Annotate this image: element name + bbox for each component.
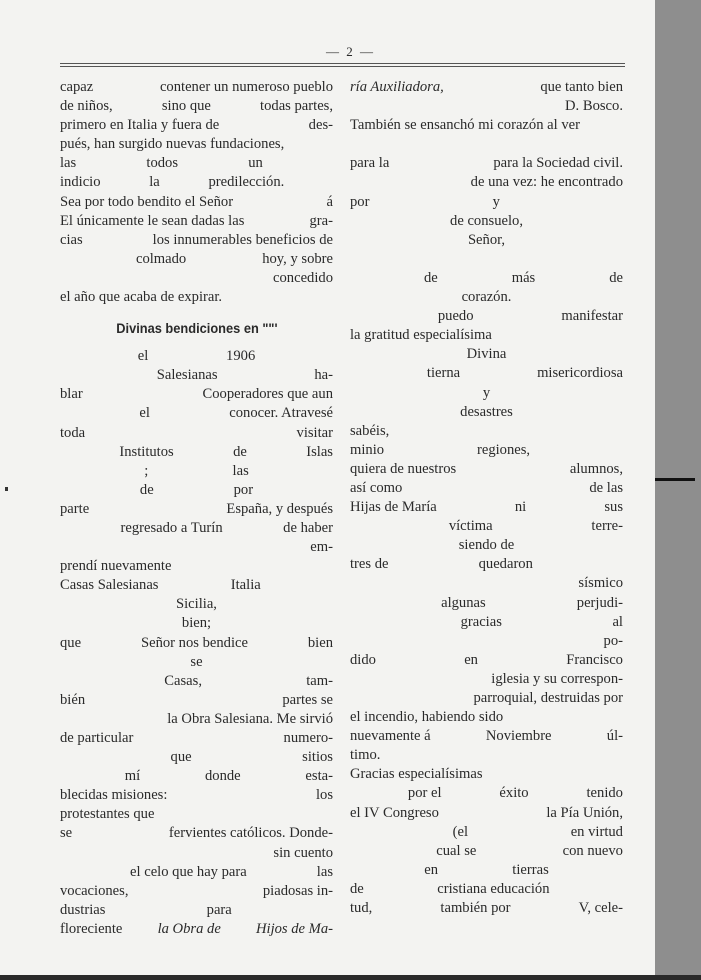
text-fragment: minio	[350, 441, 385, 458]
text-line	[350, 784, 623, 803]
text-fragment: mí	[124, 768, 141, 785]
text-fragment: tenido	[586, 785, 623, 802]
text-fragment: siendo de	[458, 537, 515, 554]
text-fragment: Institutos	[119, 443, 174, 460]
text-line	[350, 613, 623, 632]
text-fragment: al	[612, 613, 623, 630]
text-fragment: blecidas misiones:	[60, 787, 168, 804]
text-line	[60, 863, 333, 882]
text-fragment: de	[423, 269, 438, 286]
text-fragment: corazón.	[461, 289, 512, 306]
text-line	[350, 555, 623, 574]
text-line	[350, 708, 623, 727]
text-line	[60, 97, 333, 116]
text-fragment: todos	[146, 155, 179, 172]
text-line	[350, 670, 623, 689]
text-fragment: con nuevo	[562, 842, 623, 859]
text-fragment: gracias	[460, 613, 502, 630]
text-line	[60, 576, 333, 595]
text-fragment: que	[60, 634, 82, 651]
text-fragment: el celo que hay para	[130, 863, 247, 880]
text-line	[60, 366, 333, 385]
text-line	[60, 786, 333, 805]
text-fragment: sísmico	[578, 575, 623, 592]
text-fragment: para la	[350, 155, 390, 172]
text-line	[60, 920, 333, 939]
text-fragment: des-	[308, 117, 333, 134]
text-fragment: tud,	[350, 900, 373, 917]
text-line	[60, 443, 333, 462]
text-line	[60, 653, 333, 672]
text-fragment: tierras	[512, 861, 549, 878]
text-fragment: ;	[144, 462, 149, 479]
text-line	[350, 651, 623, 670]
text-line	[350, 765, 623, 784]
text-fragment: Señor,	[467, 231, 506, 248]
text-fragment: las	[232, 462, 249, 479]
text-fragment: las	[316, 863, 333, 880]
text-fragment: sus	[604, 499, 623, 516]
text-fragment: manifestar	[561, 308, 623, 325]
text-fragment: terre-	[591, 518, 623, 535]
text-fragment: por	[350, 193, 370, 210]
text-fragment: fervientes católicos. Donde-	[168, 825, 333, 842]
text-line	[350, 97, 623, 116]
text-line	[350, 212, 623, 231]
text-fragment: capaz	[60, 79, 94, 95]
text-fragment: donde	[204, 768, 241, 785]
text-fragment: visitar	[296, 424, 333, 441]
text-line	[350, 345, 623, 364]
text-fragment: prendí nuevamente	[60, 558, 172, 575]
text-fragment: de las	[589, 479, 623, 496]
text-fragment: bien;	[181, 615, 212, 632]
text-line	[350, 880, 623, 899]
text-fragment: la Obra de	[157, 920, 221, 937]
text-line	[60, 614, 333, 633]
text-fragment: em-	[310, 539, 333, 556]
text-fragment: primero en Italia y fuera de	[60, 117, 220, 134]
text-fragment: cias	[60, 231, 83, 248]
text-line	[350, 574, 623, 593]
text-line	[350, 288, 623, 307]
scan-margin	[655, 0, 701, 980]
left-text-column	[60, 78, 333, 939]
text-fragment: Sicilia,	[176, 596, 217, 613]
text-line	[350, 250, 623, 269]
text-line	[350, 154, 623, 173]
text-fragment: predilección.	[208, 174, 285, 191]
text-fragment: 1906	[226, 348, 256, 365]
text-line	[350, 307, 623, 326]
text-fragment: Divina	[466, 346, 507, 363]
text-fragment: sitios	[302, 749, 333, 766]
text-fragment: misericordiosa	[537, 365, 623, 382]
text-fragment: También se ensanchó mi corazón al ver	[350, 117, 580, 134]
text-line	[60, 173, 333, 192]
text-line	[350, 269, 623, 288]
text-line	[60, 824, 333, 843]
text-line	[60, 481, 333, 500]
text-fragment: pués, han surgido nuevas fundaciones,	[60, 136, 285, 153]
right-text-column	[350, 78, 623, 918]
text-line	[60, 116, 333, 135]
text-fragment: parte	[60, 500, 90, 517]
text-fragment: indicio	[60, 174, 101, 191]
text-fragment: tam-	[306, 672, 333, 689]
text-line	[350, 326, 623, 345]
text-fragment: V, cele-	[578, 900, 623, 917]
text-fragment: úl-	[606, 728, 623, 745]
text-fragment: Salesianas	[156, 367, 218, 384]
text-line	[60, 288, 333, 307]
text-fragment: Italia	[230, 577, 261, 594]
text-line	[350, 384, 623, 403]
text-fragment: protestantes que	[60, 806, 155, 823]
edge-mark	[655, 478, 695, 481]
text-fragment: esta-	[305, 768, 333, 785]
text-fragment: Gracias especialísimas	[350, 766, 483, 783]
text-fragment: de niños,	[60, 98, 113, 115]
text-fragment: en	[424, 861, 439, 878]
header-rule-top	[60, 63, 625, 64]
text-fragment: de una vez: he encontrado	[470, 174, 623, 191]
text-fragment: la Pía Unión,	[546, 804, 623, 821]
text-fragment: víctima	[448, 518, 493, 535]
text-fragment: nuevamente á	[350, 728, 431, 745]
text-fragment: Francisco	[566, 651, 623, 668]
text-fragment: el incendio, habiendo sido	[350, 709, 504, 726]
text-fragment: bién	[60, 691, 86, 708]
text-fragment: los innumerables beneficios de	[152, 231, 333, 248]
text-fragment: puedo	[437, 308, 474, 325]
text-fragment: así como	[350, 479, 403, 496]
text-line	[60, 710, 333, 729]
text-fragment: la Obra Salesiana. Me sirvió	[167, 710, 333, 727]
text-line	[60, 805, 333, 824]
text-fragment: dido	[350, 651, 376, 668]
text-line	[350, 899, 623, 918]
text-line	[60, 269, 333, 288]
text-fragment: Hijas de María	[350, 499, 437, 516]
text-fragment: los	[315, 787, 333, 804]
text-line	[350, 594, 623, 613]
text-fragment: Divinas bendiciones en ""'	[115, 321, 278, 337]
text-fragment: contener un numeroso pueblo	[159, 79, 333, 95]
text-fragment: vocaciones,	[60, 882, 129, 899]
text-fragment: regresado a Turín	[120, 519, 223, 536]
text-line	[60, 882, 333, 901]
text-line	[60, 135, 333, 154]
text-line	[350, 861, 623, 880]
text-fragment: se	[60, 825, 73, 842]
text-fragment: timo.	[350, 747, 381, 764]
text-fragment: gra-	[309, 212, 333, 229]
text-fragment: todas partes,	[260, 98, 333, 115]
text-fragment: España, y después	[226, 500, 333, 517]
text-fragment: dustrias	[60, 901, 106, 918]
text-line	[60, 748, 333, 767]
text-line	[350, 116, 623, 135]
text-line	[350, 632, 623, 651]
text-line	[350, 135, 623, 154]
text-fragment: un	[248, 155, 263, 172]
text-line	[350, 746, 623, 765]
scan-bottom-edge	[0, 975, 701, 980]
text-line	[350, 823, 623, 842]
text-line	[350, 689, 623, 708]
text-fragment: floreciente	[60, 920, 123, 937]
text-fragment: de particular	[60, 730, 134, 746]
text-line	[350, 78, 623, 97]
text-fragment: D. Bosco.	[565, 98, 623, 115]
text-fragment: el IV Congreso	[350, 804, 439, 821]
text-fragment: bien	[307, 634, 333, 651]
text-line	[60, 231, 333, 250]
text-fragment: sin cuento	[273, 844, 333, 861]
text-line	[60, 462, 333, 481]
text-line	[60, 250, 333, 269]
text-fragment: Casas Salesianas	[60, 577, 159, 594]
text-fragment: de consuelo,	[450, 212, 523, 229]
text-fragment: conocer. Atravesé	[229, 405, 333, 422]
text-line	[60, 691, 333, 710]
text-fragment: Hijos de Ma-	[255, 920, 333, 937]
text-line	[60, 424, 333, 443]
text-fragment: parroquial, destruidas por	[473, 690, 623, 706]
text-fragment: en	[464, 651, 478, 668]
text-line	[60, 729, 333, 748]
text-line	[350, 193, 623, 212]
text-fragment: Sea por todo bendito el Señor	[60, 193, 234, 210]
text-line	[60, 538, 333, 557]
text-fragment: concedido	[273, 269, 333, 286]
text-fragment: alumnos,	[569, 460, 623, 477]
text-fragment: ni	[514, 499, 527, 516]
text-fragment: regiones,	[476, 441, 531, 458]
text-fragment: que	[170, 749, 192, 766]
text-fragment: Islas	[306, 443, 333, 460]
text-fragment: numero-	[283, 730, 333, 746]
text-fragment: á	[326, 193, 333, 210]
text-fragment: también por	[440, 900, 511, 917]
text-line	[350, 498, 623, 517]
text-fragment: cristiana educación	[437, 880, 550, 897]
text-fragment: y	[492, 193, 500, 210]
header-rule-bottom	[60, 66, 625, 67]
text-fragment: y	[482, 384, 491, 401]
text-line	[60, 385, 333, 404]
text-line	[350, 364, 623, 383]
text-line	[60, 672, 333, 691]
text-line	[350, 441, 623, 460]
text-fragment: colmado	[135, 250, 187, 267]
text-fragment: (el	[452, 823, 469, 840]
text-fragment: piadosas in-	[262, 882, 333, 899]
text-fragment: que tanto bien	[540, 79, 623, 95]
text-fragment: algunas	[441, 594, 486, 611]
text-line	[350, 517, 623, 536]
text-fragment: iglesia y su correspon-	[491, 670, 623, 687]
text-fragment: quedaron	[478, 556, 533, 573]
text-line	[60, 519, 333, 538]
text-fragment: de	[350, 880, 364, 897]
text-fragment: blar	[60, 386, 83, 403]
text-line	[60, 767, 333, 786]
text-line	[350, 479, 623, 498]
text-fragment: partes se	[282, 691, 333, 708]
text-fragment: la gratitud especialísima	[350, 327, 492, 344]
text-fragment: Señor nos bendice	[140, 634, 248, 651]
text-line	[350, 727, 623, 746]
text-fragment: por el	[407, 785, 442, 802]
text-fragment: tres de	[350, 556, 389, 573]
text-fragment: toda	[60, 424, 86, 441]
text-fragment: Cooperadores que aun	[202, 386, 333, 403]
text-fragment: ría Auxiliadora,	[350, 79, 444, 95]
text-fragment: el año que acaba de expirar.	[60, 289, 223, 306]
page-number: — 2 —	[326, 44, 375, 59]
text-fragment: el	[139, 405, 150, 422]
text-fragment: más	[511, 269, 536, 286]
text-fragment: se	[190, 653, 203, 670]
text-fragment: de	[139, 481, 154, 498]
text-fragment: po-	[603, 632, 623, 649]
text-fragment: para la Sociedad civil.	[493, 155, 623, 172]
text-line	[60, 193, 333, 212]
text-fragment: para	[206, 901, 232, 918]
text-fragment: de	[609, 269, 623, 286]
text-fragment: hoy, y sobre	[262, 250, 333, 267]
text-line	[350, 422, 623, 441]
text-line	[60, 78, 333, 97]
text-fragment: la	[149, 174, 160, 191]
text-fragment: Noviembre	[485, 728, 552, 745]
text-line	[60, 500, 333, 519]
text-line	[60, 901, 333, 920]
text-line	[350, 804, 623, 823]
text-line	[60, 404, 333, 423]
text-fragment: en virtud	[570, 823, 623, 840]
section-heading	[60, 307, 333, 347]
text-fragment: Casas,	[164, 672, 202, 689]
text-line	[60, 154, 333, 173]
text-fragment: quiera de nuestros	[350, 460, 457, 477]
text-fragment: de	[233, 443, 247, 460]
text-line	[60, 212, 333, 231]
text-line	[350, 460, 623, 479]
text-fragment: de haber	[283, 519, 333, 536]
text-fragment: el	[137, 348, 149, 365]
text-fragment: éxito	[499, 785, 529, 802]
text-fragment: perjudi-	[576, 594, 623, 611]
text-fragment: las	[60, 155, 77, 172]
text-line	[350, 842, 623, 861]
text-fragment: ha-	[314, 367, 333, 384]
text-line	[350, 173, 623, 192]
text-line	[60, 595, 333, 614]
text-line	[60, 557, 333, 576]
text-fragment: El únicamente le sean dadas las	[60, 212, 245, 229]
text-fragment: por	[233, 481, 254, 498]
text-line	[60, 844, 333, 863]
text-fragment: sabéis,	[350, 422, 390, 439]
margin-mark	[5, 487, 8, 491]
text-line	[60, 634, 333, 653]
text-fragment: tierna	[426, 365, 461, 382]
text-fragment: desastres	[460, 403, 513, 420]
text-line	[60, 347, 333, 366]
text-fragment: cual se	[436, 842, 477, 859]
text-line	[350, 231, 623, 250]
text-line	[350, 403, 623, 422]
text-line	[350, 536, 623, 555]
text-fragment: sino que	[161, 98, 211, 115]
